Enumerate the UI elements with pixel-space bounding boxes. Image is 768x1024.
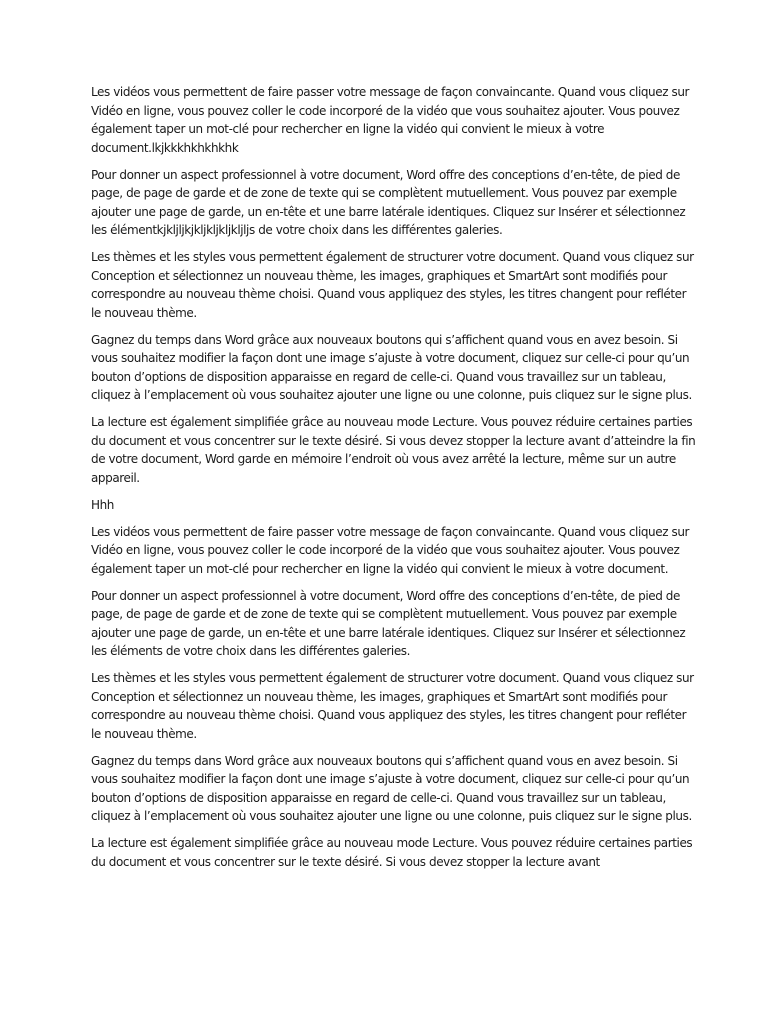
paragraph-8: Pour donner un aspect professionnel à votre document, Word offre des conceptions d’en-tête, de pied de page, de page de garde et de zone de texte qui se complètent mutuellement. Vous pouvez par exemple ajouter une page de garde, un en-tête et une barre latérale identiques. Cliquez sur Insérer et sélectionnez les éléments de votre choix dans les différentes galeries. xyxy=(91,588,686,658)
paragraph-2: Pour donner un aspect professionnel à votre document, Word offre des conceptions d’en-tête, de pied de page, de page de garde et de zone de texte qui se complètent mutuellement. Vous pouvez par exemple ajouter une page de garde, un en-tête et une barre latérale identiques. Cliquez sur Insérer et sélectionnez les élémentkjkljljkjkljkljkljkljljs de votre choix dans les différentes galeries. xyxy=(91,167,686,237)
paragraph-9: Les thèmes et les styles vous permettent également de structurer votre document. Quand vous cliquez sur Conception et sélectionnez un nouveau thème, les images, graphiques et SmartArt sont modifiés pour correspondre au nouveau thème choisi. Quand vous appliquez des styles, les titres changent pour refléter le nouveau thème. xyxy=(91,671,694,741)
paragraph-6: Hhh xyxy=(91,497,114,512)
paragraph-11: La lecture est également simplifiée grâce au nouveau mode Lecture. Vous pouvez réduire certaines parties du document et vous concentrer sur le texte désiré. Si vous devez stopper la lecture avant xyxy=(91,836,693,869)
paragraph-7: Les vidéos vous permettent de faire passer votre message de façon convaincante. Quand vous cliquez sur Vidéo en ligne, vous pouvez coller le code incorporé de la vidéo que vous souhaitez ajouter. Vous pouvez également taper un mot-clé pour rechercher en ligne la vidéo qui convient le mieux à votre document. xyxy=(91,524,690,576)
paragraph-10: Gagnez du temps dans Word grâce aux nouveaux boutons qui s’affichent quand vous en avez besoin. Si vous souhaitez modifier la façon dont une image s’ajuste à votre document, cliquez sur celle-ci pour qu’un bouton d’options de disposition apparaisse en regard de celle-ci. Quand vous travaillez sur un tableau, cliquez à l’emplacement où vous souhaitez ajouter une ligne ou une colonne, puis cliquez sur le signe plus. xyxy=(91,753,692,823)
paragraph-5: La lecture est également simplifiée grâce au nouveau mode Lecture. Vous pouvez réduire certaines parties du document et vous concentrer sur le texte désiré. Si vous devez stopper la lecture avant d’atteindre la fin de votre document, Word garde en mémoire l’endroit où vous avez arrêté la lecture, même sur un autre appareil. xyxy=(91,415,696,485)
paragraph-4: Gagnez du temps dans Word grâce aux nouveaux boutons qui s’affichent quand vous en avez besoin. Si vous souhaitez modifier la façon dont une image s’ajuste à votre document, cliquez sur celle-ci pour qu’un bouton d’options de disposition apparaisse en regard de celle-ci. Quand vous travaillez sur un tableau, cliquez à l’emplacement où vous souhaitez ajouter une ligne ou une colonne, puis cliquez sur le signe plus. xyxy=(91,332,692,402)
paragraph-1: Les vidéos vous permettent de faire passer votre message de façon convaincante. Quand vous cliquez sur Vidéo en ligne, vous pouvez coller le code incorporé de la vidéo que vous souhaitez ajouter. Vous pouvez également taper un mot-clé pour rechercher en ligne la vidéo qui convient le mieux à votre document.lkjkkkhkhkhkhk xyxy=(91,85,690,155)
paragraph-3: Les thèmes et les styles vous permettent également de structurer votre document. Quand vous cliquez sur Conception et sélectionnez un nouveau thème, les images, graphiques et SmartArt sont modifiés pour correspondre au nouveau thème choisi. Quand vous appliquez des styles, les titres changent pour refléter le nouveau thème. xyxy=(91,250,694,320)
